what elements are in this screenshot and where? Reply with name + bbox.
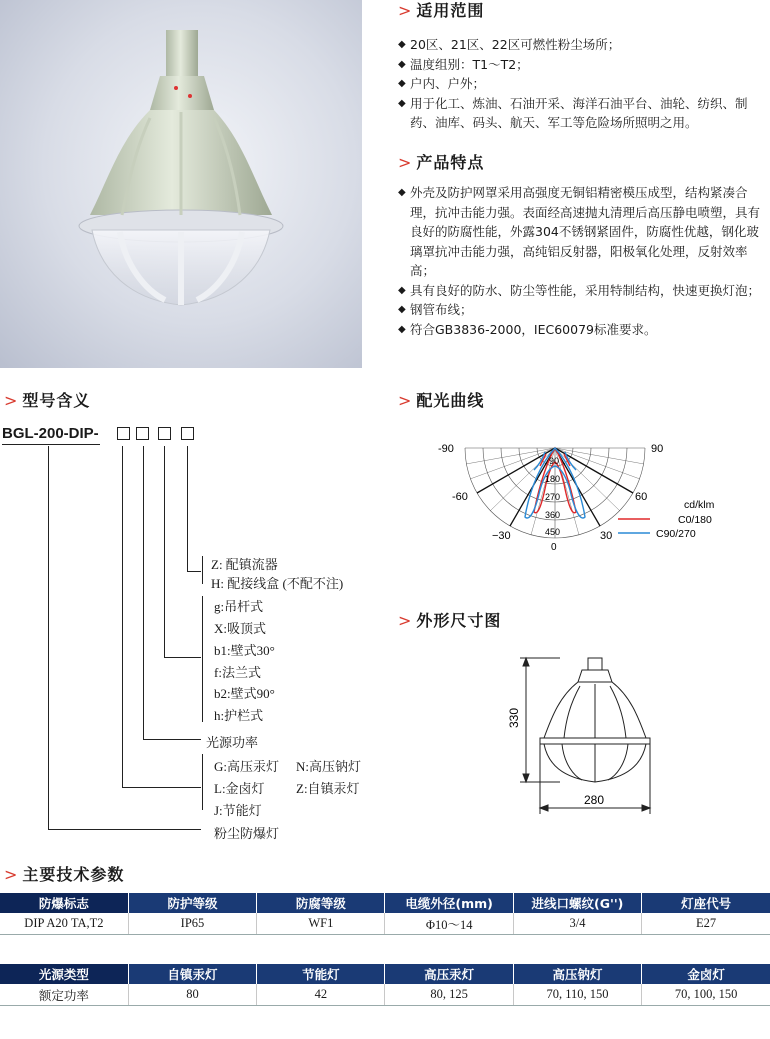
- leader-line-ballast-h: [187, 571, 201, 572]
- code-box-power: [136, 427, 149, 440]
- table-header: 高压钠灯: [513, 964, 641, 984]
- table-header: 防爆标志: [0, 893, 128, 913]
- model-code: BGL-200-DIP-: [2, 425, 99, 442]
- params-title: > 主要技术参数: [4, 865, 125, 884]
- option-lamp: L:金卤灯: [214, 781, 265, 796]
- option-lamp: G:高压汞灯: [214, 759, 280, 774]
- list-item: ◆ 具有良好的防水、防尘等性能，采用特制结构，快速更换灯泡；: [398, 281, 766, 301]
- width-dimension: 280: [584, 793, 605, 807]
- list-item: ◆ 20区、21区、22区可燃性粉尘场所；: [398, 35, 764, 55]
- legend-label-c90: C90/270: [656, 528, 696, 540]
- unit-label: cd/klm: [684, 499, 715, 511]
- table-header: 节能灯: [257, 964, 385, 984]
- angle-label: −30: [492, 530, 511, 542]
- model-title: > 型号含义: [4, 391, 91, 410]
- option-mount: f:法兰式: [214, 665, 261, 680]
- product-label: 粉尘防爆灯: [214, 826, 280, 841]
- table-header-row: [0, 964, 770, 984]
- angle-label: 30: [600, 530, 613, 542]
- dims-title: > 外形尺寸图: [398, 611, 502, 630]
- table-cell: E27: [642, 913, 770, 935]
- table-header: 防护等级: [128, 893, 256, 913]
- list-item: ◆ 户内、户外；: [398, 74, 764, 94]
- leader-line-power: [143, 446, 144, 740]
- bracket-lamp: [202, 754, 203, 810]
- ring-label: 450: [545, 527, 561, 537]
- option-ballast-h: H: 配接线盒 (不配不注): [211, 576, 344, 591]
- list-item: ◆ 温度组别：T1～T2；: [398, 55, 764, 75]
- table-cell: 额定功率: [0, 984, 128, 1006]
- curve-title: > 配光曲线: [398, 391, 485, 410]
- table-cell: 80: [128, 984, 256, 1006]
- table-row: [0, 984, 770, 1006]
- table-cell: Φ10～14: [385, 913, 513, 935]
- leader-line-product: [48, 446, 49, 830]
- option-lamp: Z:自镇汞灯: [296, 781, 360, 796]
- table-header: 电缆外径(mm): [385, 893, 513, 913]
- table-cell: WF1: [257, 913, 385, 935]
- table-cell: 80, 125: [385, 984, 513, 1006]
- angle-label: -60: [452, 491, 468, 503]
- option-mount: X:吸顶式: [214, 621, 267, 636]
- ring-label: 90: [549, 456, 560, 466]
- legend-label-c0: C0/180: [678, 514, 712, 526]
- features-title: > 产品特点: [398, 153, 485, 172]
- leader-line-mount: [164, 446, 165, 658]
- table-header: 防腐等级: [257, 893, 385, 913]
- code-box-mount: [158, 427, 171, 440]
- features-list: [398, 183, 766, 339]
- option-mount: b2:壁式90°: [214, 686, 275, 701]
- bracket-mount: [202, 596, 203, 722]
- table-header: 自镇汞灯: [128, 964, 256, 984]
- table-cell: 70, 110, 150: [513, 984, 641, 1006]
- table-row: [0, 913, 770, 935]
- ring-label: 360: [545, 510, 561, 520]
- option-mount: b1:壁式30°: [214, 643, 275, 658]
- angle-label: 60: [635, 491, 648, 503]
- list-item: ◆ 用于化工、炼油、石油开采、海洋石油平台、油轮、纺织、制药、油库、码头、航天、军工等危险场所照明之用。: [398, 94, 764, 133]
- table-header-row: [0, 893, 770, 913]
- option-ballast-z: Z: 配镇流器: [211, 557, 278, 572]
- table-cell: 70, 100, 150: [642, 984, 770, 1006]
- table-cell: DIP A20 TA,T2: [0, 913, 128, 935]
- table-cell: 3/4: [513, 913, 641, 935]
- option-lamp: N:高压钠灯: [296, 759, 362, 774]
- table-header: 灯座代号: [642, 893, 770, 913]
- spec-table-1: [0, 893, 770, 935]
- lamp-illustration: [0, 0, 362, 368]
- code-box-ballast: [181, 427, 194, 440]
- code-box-lamp: [117, 427, 130, 440]
- table-header: 高压汞灯: [385, 964, 513, 984]
- option-lamp: J:节能灯: [214, 803, 262, 818]
- list-item: ◆ 外壳及防护网罩采用高强度无铜铝精密模压成型，结构紧凑合理，抗冲击能力强。表面经高速抛丸清理后高压静电喷塑，具有良好的防腐性能，外露304不锈钢紧固件，防腐性优越，钢化玻璃罩抗冲击能力强，高纯铝反射器，阳极氧化处理，反射效率高；: [398, 183, 766, 281]
- bracket-ballast: [202, 556, 203, 584]
- height-dimension: 330: [507, 707, 521, 728]
- dimension-drawing: [500, 648, 680, 820]
- leader-line-power-h: [143, 739, 201, 740]
- table-header: 光源类型: [0, 964, 128, 984]
- spec-table-2: [0, 964, 770, 1006]
- list-item: ◆ 符合GB3836-2000，IEC60079标准要求。: [398, 320, 766, 340]
- leader-line-lamp: [122, 446, 123, 788]
- option-mount: g:吊杆式: [214, 599, 264, 614]
- table-header: 金卤灯: [642, 964, 770, 984]
- polar-curve: [430, 432, 760, 557]
- ring-label: 180: [545, 474, 561, 484]
- leader-line-product-h: [48, 829, 201, 830]
- list-item: ◆ 钢管布线；: [398, 300, 766, 320]
- angle-label: -90: [438, 443, 454, 455]
- table-header: 进线口螺纹(G''): [513, 893, 641, 913]
- table-cell: 42: [257, 984, 385, 1006]
- option-mount: h:护栏式: [214, 708, 264, 723]
- leader-line-lamp-h: [122, 787, 201, 788]
- power-label: 光源功率: [206, 735, 259, 750]
- leader-line-mount-h: [164, 657, 201, 658]
- usage-list: [398, 35, 764, 133]
- angle-label: 0: [551, 542, 557, 553]
- usage-title: > 适用范围: [398, 1, 485, 20]
- product-photo: [0, 0, 362, 368]
- table-cell: IP65: [128, 913, 256, 935]
- leader-line-ballast: [187, 446, 188, 572]
- model-underline: [2, 444, 100, 445]
- ring-label: 270: [545, 492, 561, 502]
- angle-label: 90: [651, 443, 664, 455]
